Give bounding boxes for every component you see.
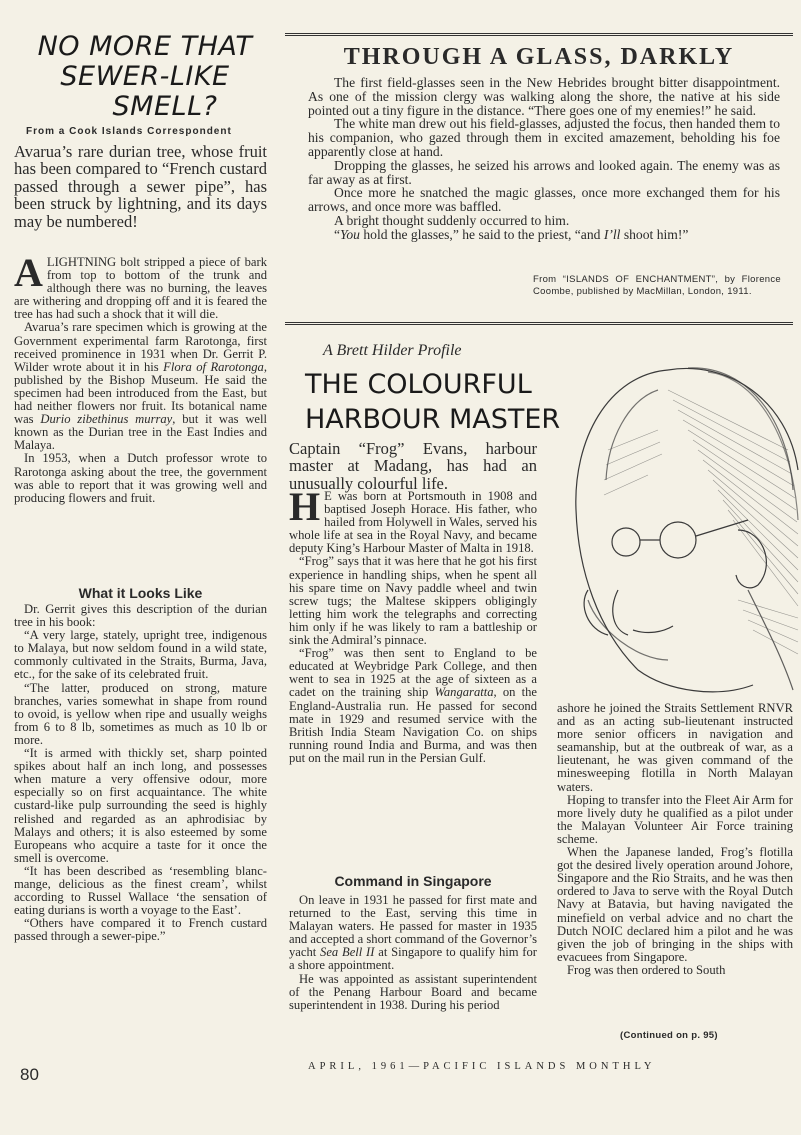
headline-line-1: NO MORE THAT	[37, 31, 253, 62]
headline-line-3: SMELL?	[112, 91, 218, 122]
durian-dropcap: A	[14, 250, 43, 295]
durian-paragraph-8: “It has been described as ‘resembling blanc-mange, delicious as the finest cream’, whilst according to Russel Wallace ‘the sensation of eating durians is worth a voyage to the East’.	[14, 863, 267, 918]
glass-body	[308, 76, 780, 242]
continued-note: (Continued on p. 95)	[620, 1030, 718, 1041]
durian-body-lower	[14, 603, 267, 943]
portrait-face-outline	[576, 370, 753, 692]
profile-title-line-1: THE COLOURFUL	[305, 369, 532, 400]
glass-top-rule	[285, 33, 793, 36]
page-number: 80	[20, 1065, 39, 1084]
profile-tag: A Brett Hilder Profile	[323, 342, 462, 359]
glass-paragraph-2: The white man drew out his field-glasses, adjusted the focus, then handed them to his companion, who gazed through them in excited amazement, beholding his foe apparently close at hand.	[308, 116, 780, 159]
durian-paragraph-7: “It is armed with thickly set, sharp pointed spikes about half an inch long, and possesses when mature a very offensive odour, more especially so on first acquaintance. The white custard-like pulp surrounding the seed is highly relished and regarded as an aphrodisiac by Malays and others; it is also esteemed by some Europeans who acquire a taste for it once the smell is overcome.	[14, 746, 267, 865]
durian-subhead: What it Looks Like	[78, 585, 203, 601]
glass-bottom-rule	[285, 322, 793, 325]
durian-paragraph-1: ALIGHTNING bolt stripped a piece of bark from top to bottom of the trunk and although there was no burning, the leaves are withering and dropping off and it is feared the tree has had such a shock that it will die.	[14, 250, 267, 322]
glass-paragraph-4: Once more he snatched the magic glasses, once more exchanged them for his arrows, and once more was baffled.	[308, 185, 780, 215]
durian-byline: From a Cook Islands Correspondent	[26, 126, 232, 137]
durian-paragraph-5: “A very large, stately, upright tree, indigenous to Malaya, but now seldom found in a wild state, commonly cultivated in the Straits, Burma, Java, etc., for the sake of its celebrated fruit.	[14, 628, 267, 682]
durian-paragraph-9: “Others have compared it to French custard passed through a sewer-pipe.”	[14, 916, 267, 944]
durian-paragraph-4: Dr. Gerrit gives this description of the durian tree in his book:	[14, 602, 267, 630]
profile-body-col1	[289, 484, 537, 765]
glass-title: THROUGH A GLASS, DARKLY	[343, 44, 735, 70]
profile-dropcap: H	[289, 484, 321, 529]
durian-paragraph-6: “The latter, produced on strong, mature branches, varies somewhat in shape from round to ovoid, is yellow when ripe and usually weighs from 6 to 8 lb, sometimes as much as 10 lb or more.	[14, 680, 267, 747]
profile-paragraph-3: “Frog” was then sent to England to be educated at Weybridge Park College, and then went to sea in 1925 at the age of sixteen as a cadet on the training ship Wangaratta, on the England-Australia run. He passed for second mate in 1929 and resumed service with the British India Steam Navigation Co. on ships running round India and Burma, and was then put on the mail run in the Persian Gulf.	[289, 646, 537, 765]
glass-paragraph-1: The first field-glasses seen in the New Hebrides brought bitter disappointment. As one of the mission clergy was walking along the shore, the native at his side pointed out a tiny figure in the distance. “There goes one of my enemies!” he said.	[308, 75, 780, 118]
profile-paragraph-9: Frog was then ordered to South	[567, 962, 726, 977]
glass-paragraph-6: “You hold the glasses,” he said to the priest, “and I’ll shoot him!”	[334, 226, 689, 242]
profile-paragraph-6: ashore he joined the Straits Settlement RNVR and as an acting sub-lieutenant instructed more senior officers in navigation and seamanship, but at the outbreak of war, as a lieutenant, he was given command of the minesweeping flotilla in North Malayan waters.	[557, 701, 793, 794]
glass-paragraph-5: A bright thought suddenly occurred to him.	[334, 212, 570, 228]
profile-paragraph-7: Hoping to transfer into the Fleet Air Arm for more lively duty he qualified as a pilot under the Malayan Volunteer Air Force training scheme.	[557, 792, 793, 846]
profile-paragraph-1: H E was born at Portsmouth in 1908 and baptised Joseph Horace. His father, who hailed from Holywell in Wales, served his whole life at sea in the Royal Navy, and became deputy King’s Harbour Master of Malta in 1918.	[289, 484, 537, 556]
portrait-sketch-image	[548, 330, 801, 702]
profile-subhead: Command in Singapore	[334, 873, 492, 889]
durian-headline	[20, 32, 270, 122]
profile-title	[305, 367, 565, 437]
profile-paragraph-8: When the Japanese landed, Frog’s flotilla got the desired lively operation around Johore, Singapore and the Rio Straits, and he was then ordered to Java to serve with the Royal Dutch Navy at Batavia, but having navigated the minefield on verbal advice and no chart the Dutch NOIC declared him a pilot and he was given the job of bringing in the ships with evacuees from Singapore.	[557, 845, 793, 964]
profile-body-col1-lower	[289, 894, 537, 1012]
glass-paragraph-3: Dropping the glasses, he seized his arrows and looked again. The enemy was as far away as at first.	[308, 157, 780, 187]
durian-standfirst: Avarua’s rare durian tree, whose fruit has been compared to “French custard passed through a sewer pipe”, has been struck by lightning, and its days may be numbered!	[14, 142, 267, 231]
profile-paragraph-5: He was appointed as assistant superintendent of the Penang Harbour Board and became superintendent in 1938. During his period	[289, 971, 537, 1012]
durian-paragraph-3: In 1953, when a Dutch professor wrote to Rarotonga asking about the tree, the government was able to report that it was growing well and producing flowers and fruit.	[14, 451, 267, 505]
profile-title-line-2: HARBOUR MASTER	[305, 404, 561, 435]
profile-paragraph-2: “Frog” says that it was here that he got his first experience in handling ships, when he spent all his spare time on Navy paddle wheel and twin screw tugs; the Maltese skippers obligingly letting him work the telegraphs and correcting him only if he was likely to ram a battleship or sink the Admiral’s pinnace.	[289, 554, 537, 648]
profile-body-col2	[557, 702, 793, 977]
durian-paragraph-2: Avarua’s rare specimen which is growing at the Government experimental farm Rarotonga, first received prominence in 1931 when Dr. Gerrit P. Wilder wrote about it in his Flora of Rarotonga, published by the Bishop Museum. He said the specimen had been introduced from the East, but had neither flowers nor fruit. Its botanical name was Durio zibethinus murray, but it was well known as the Durian tree in the East Indies and Malaya.	[14, 320, 268, 453]
issue-line: APRIL, 1961—PACIFIC ISLANDS MONTHLY	[308, 1061, 656, 1072]
profile-paragraph-4: On leave in 1931 he passed for first mate and returned to the East, serving this time in Malayan waters. He passed for master in 1935 and accepted a short command of the Governor’s yacht Sea Bell II at Singapore to qualify him for a shore appointment.	[289, 893, 537, 973]
profile-standfirst: Captain “Frog” Evans, harbour master at Madang, has had an unusually colourful life.	[289, 439, 537, 493]
headline-line-2: SEWER-LIKE	[60, 61, 230, 92]
glass-credit: From “ISLANDS OF ENCHANTMENT”, by Florence Coombe, published by MacMillan, London, 1911.	[533, 274, 781, 297]
durian-body-upper	[14, 250, 268, 505]
